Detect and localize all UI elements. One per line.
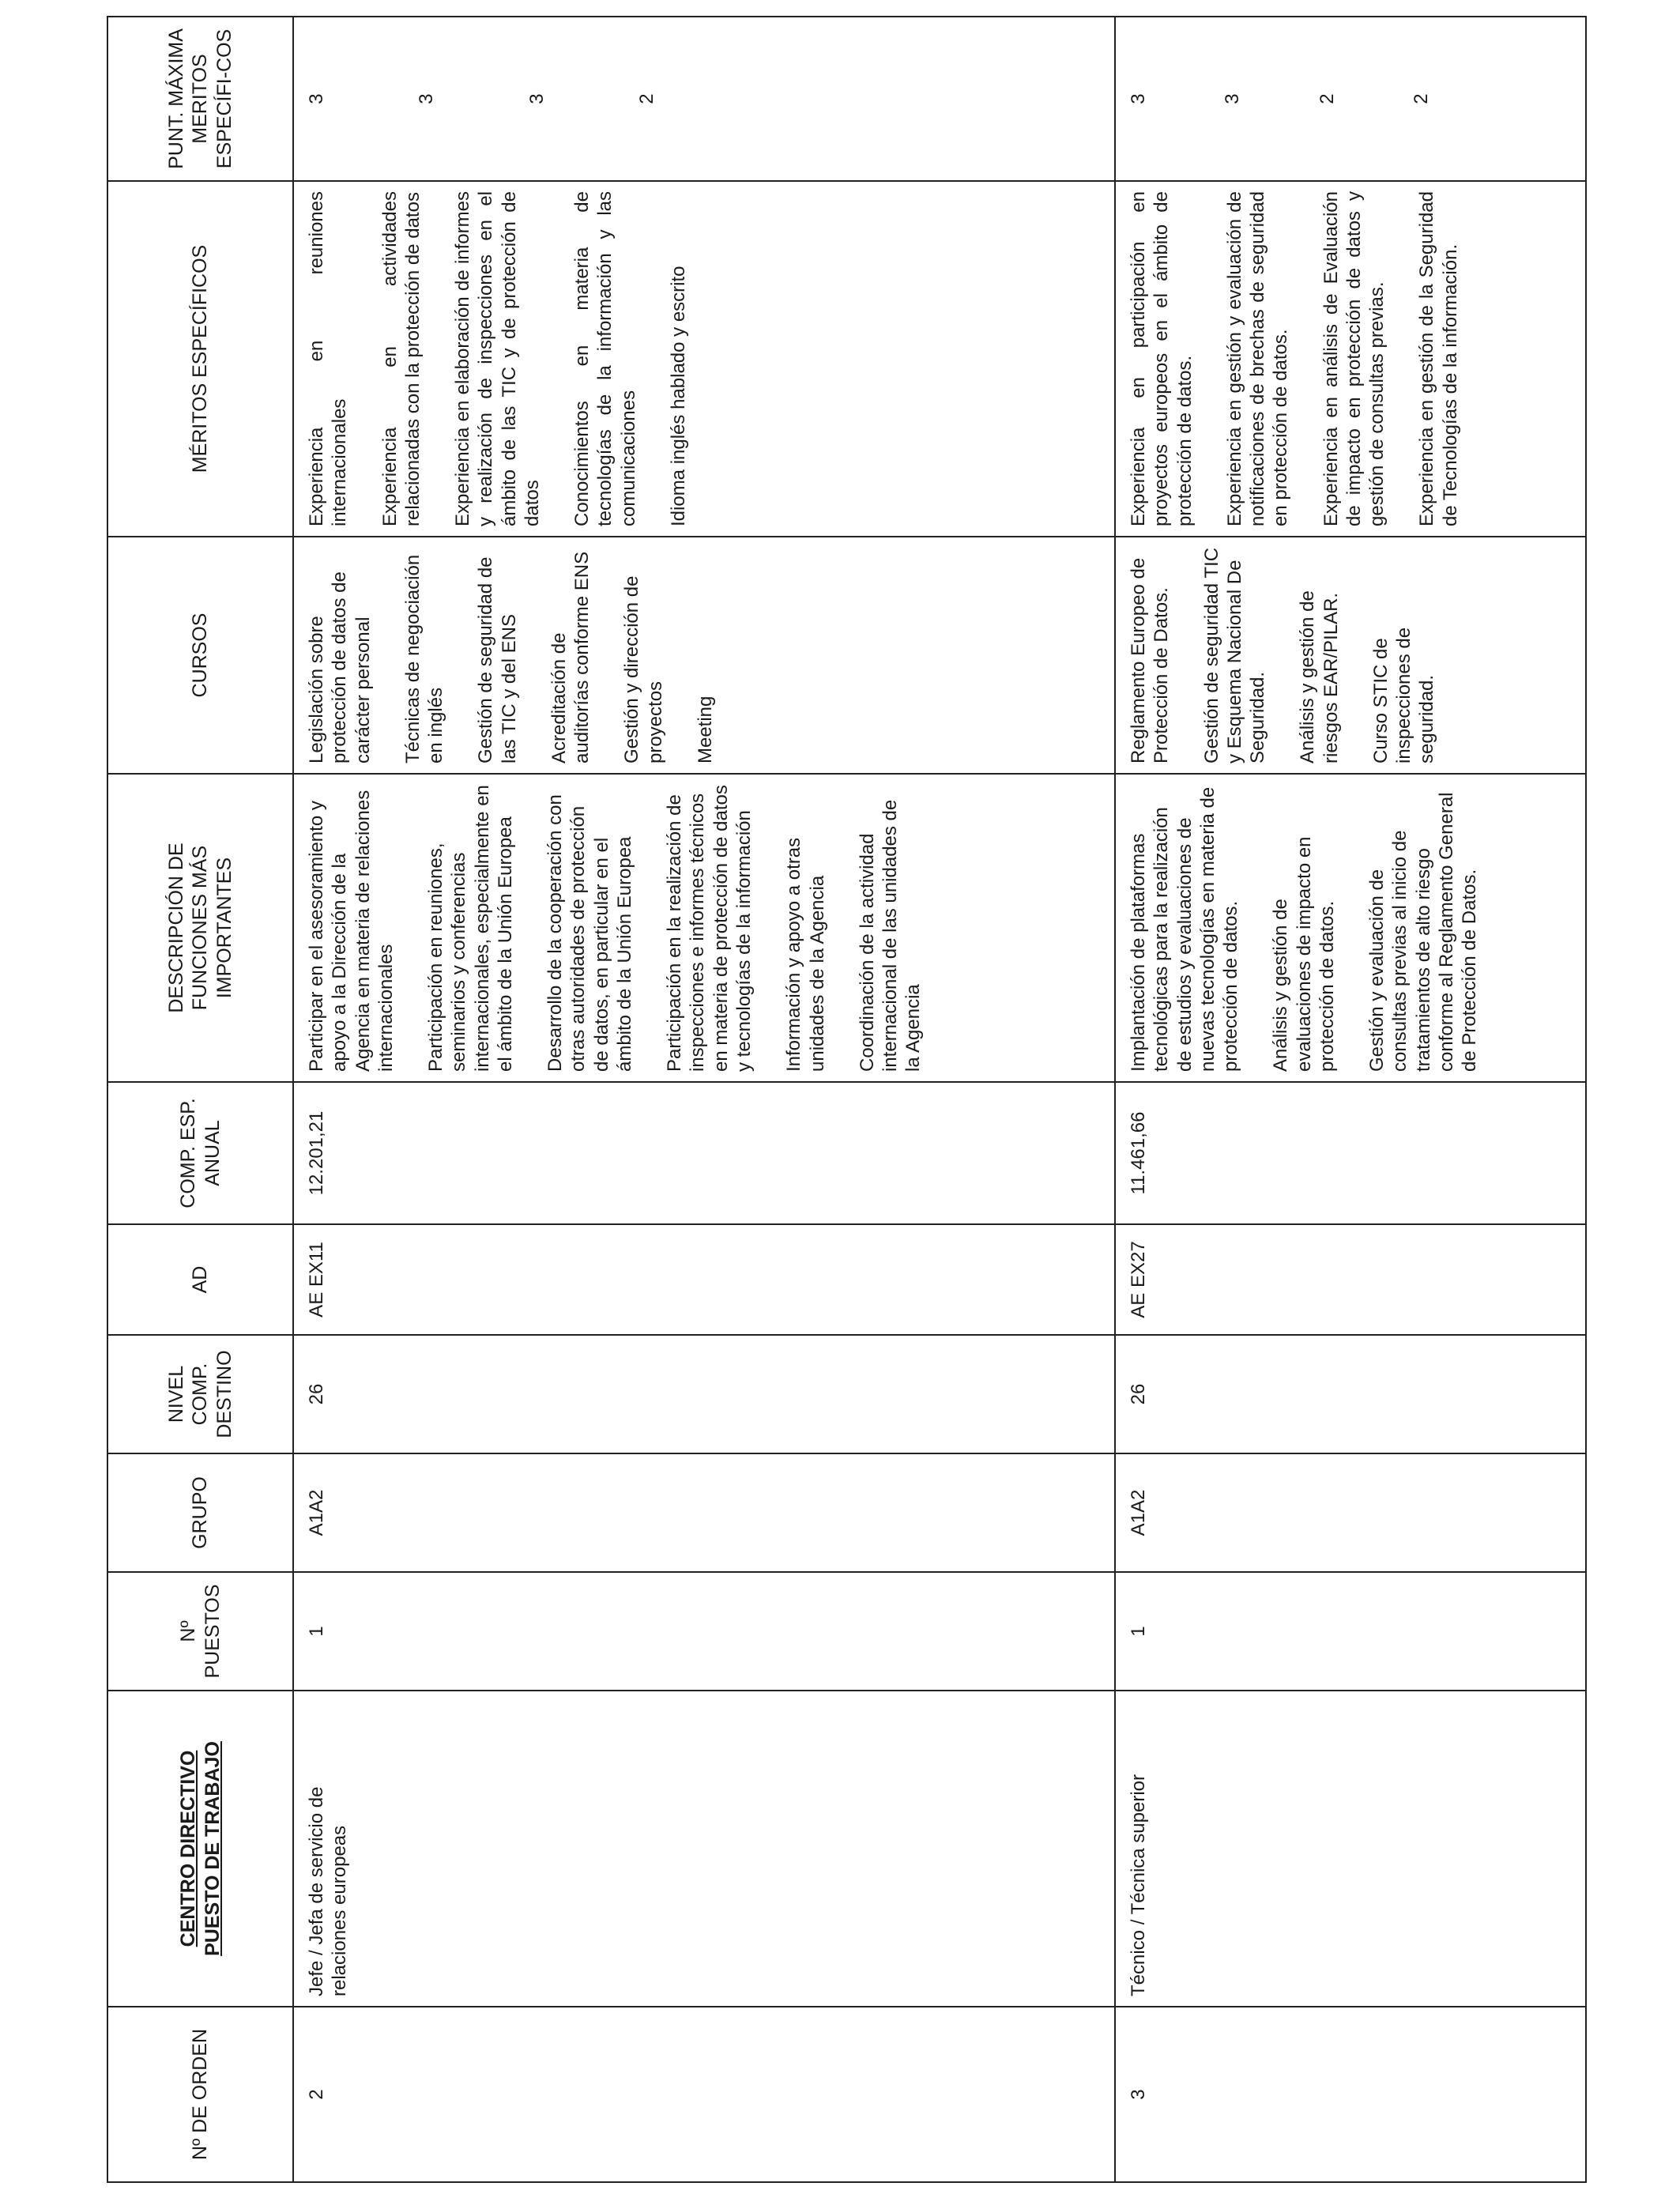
header-centro-line1: CENTRO DIRECTIVO bbox=[177, 1750, 199, 1947]
cell-ad: AE EX27 bbox=[1115, 1224, 1586, 1335]
cell-orden: 2 bbox=[293, 2007, 1115, 2182]
cell-comp: 11.461,66 bbox=[1115, 1082, 1586, 1224]
funcion-item: Análisis y gestión de evaluaciones de impacto en protección de datos. bbox=[1270, 836, 1338, 1072]
header-ad: AD bbox=[107, 1224, 293, 1335]
merito-item: Experiencia en gestión de la Seguridad de Tecnologías de la información. bbox=[1416, 191, 1461, 526]
cell-num-puestos: 1 bbox=[293, 1572, 1115, 1691]
funcion-item: Participación en reuniones, seminarios y conferencias internacionales, especialmente en el ámbito de la Unión Europea bbox=[425, 785, 516, 1072]
header-punt: PUNT. MÁXIMA MERITOS ESPECÍFI-COS bbox=[107, 17, 293, 181]
header-centro bbox=[107, 1691, 293, 2007]
funcion-item: Participación en la realización de inspecciones e informes técnicos en materia de protección de datos y tecnologías de la información bbox=[664, 785, 755, 1072]
merito-item: Experiencia en análisis de Evaluación de impacto en protección de datos y gestión de consultas previas. bbox=[1320, 191, 1388, 526]
cell-funciones bbox=[293, 774, 1115, 1082]
header-cursos: CURSOS bbox=[107, 537, 293, 774]
cell-nivel: 26 bbox=[1115, 1335, 1586, 1453]
header-grupo: GRUPO bbox=[107, 1453, 293, 1572]
punto-item: 3 bbox=[1128, 93, 1149, 104]
curso-item: Acreditación de auditorías conforme ENS bbox=[548, 551, 593, 763]
punto-item: 3 bbox=[1222, 93, 1244, 104]
cell-grupo: A1A2 bbox=[1115, 1453, 1586, 1572]
curso-item: Análisis y gestión de riesgos EAR/PILAR. bbox=[1297, 590, 1342, 763]
punto-item: 3 bbox=[416, 93, 438, 104]
curso-item: Meeting bbox=[694, 696, 716, 763]
header-meritos: MÉRITOS ESPECÍFICOS bbox=[107, 181, 293, 537]
table-row bbox=[293, 17, 1115, 2182]
cell-puesto: Jefe / Jefa de servicio de relaciones europeas bbox=[293, 1691, 1115, 2007]
cell-meritos bbox=[293, 181, 1115, 537]
table-row bbox=[1115, 17, 1586, 2182]
punto-item: 2 bbox=[1410, 93, 1432, 104]
curso-item: Gestión de seguridad de las TIC y del ENS bbox=[475, 556, 520, 763]
header-puestos: Nº PUESTOS bbox=[107, 1572, 293, 1691]
curso-item: Curso STIC de inspecciones de seguridad. bbox=[1369, 627, 1438, 763]
cell-ad: AE EX11 bbox=[293, 1224, 1115, 1335]
punto-item: 2 bbox=[1316, 93, 1338, 104]
rotated-document-page bbox=[107, 17, 1585, 2183]
funcion-item: Gestión y evaluación de consultas previas al inicio de tratamientos de alto riesgo conforme al Reglamento General de Protección de Datos. bbox=[1366, 792, 1481, 1072]
merito-item: Idioma inglés hablado y escrito bbox=[667, 266, 689, 526]
curso-item: Gestión de seguridad TIC y Esquema Nacional De Seguridad. bbox=[1200, 547, 1269, 763]
funcion-item: Participar en el asesoramiento y apoyo a la Dirección de la Agencia en materia de relaciones internacionales bbox=[306, 790, 397, 1072]
cell-funciones bbox=[1115, 774, 1586, 1082]
cell-grupo: A1A2 bbox=[293, 1453, 1115, 1572]
cell-puesto: Técnico / Técnica superior bbox=[1115, 1691, 1586, 2007]
funcion-item: Desarrollo de la cooperación con otras autoridades de protección de datos, en particular en el ámbito de la Unión Europea bbox=[544, 794, 635, 1072]
merito-item: Experiencia en participación en proyectos europeos en el ámbito de protección de datos. bbox=[1128, 191, 1196, 526]
cell-nivel: 26 bbox=[293, 1335, 1115, 1453]
curso-item: Técnicas de negociación en inglés bbox=[401, 554, 447, 763]
header-descripcion: DESCRIPCIÓN DE FUNCIONES MÁS IMPORTANTES bbox=[107, 774, 293, 1082]
curso-item: Gestión y dirección de proyectos bbox=[621, 575, 666, 763]
cell-num-puestos: 1 bbox=[1115, 1572, 1586, 1691]
merito-item: Experiencia en actividades relacionadas con la protección de datos bbox=[379, 191, 424, 526]
table-header-row bbox=[107, 17, 293, 2182]
cell-comp: 12.201,21 bbox=[293, 1082, 1115, 1224]
job-positions-table bbox=[107, 16, 1587, 2183]
curso-item: Reglamento Europeo de Protección de Datos. bbox=[1128, 557, 1173, 763]
cell-cursos bbox=[1115, 537, 1586, 774]
curso-item: Legislación sobre protección de datos de carácter personal bbox=[306, 571, 374, 763]
punto-item: 2 bbox=[635, 93, 657, 104]
merito-item: Experiencia en reuniones internacionales bbox=[306, 191, 351, 526]
cell-puntos bbox=[1115, 17, 1586, 181]
header-comp: COMP. ESP. ANUAL bbox=[107, 1082, 293, 1224]
funcion-item: Coordinación de la actividad internacional de las unidades de la Agencia bbox=[856, 799, 925, 1072]
merito-item: Experiencia en elaboración de informes y realización de inspecciones en el ámbito de las TIC y de protección de datos bbox=[452, 191, 543, 526]
cell-puntos bbox=[293, 17, 1115, 181]
funcion-item: Implantación de plataformas tecnológicas para la realización de estudios y evaluaciones de nuevas tecnologías en materia de protección de datos. bbox=[1128, 786, 1242, 1072]
header-centro-line2: PUESTO DE TRABAJO bbox=[201, 1741, 224, 1956]
punto-item: 3 bbox=[525, 93, 548, 104]
cell-orden: 3 bbox=[1115, 2007, 1586, 2182]
punto-item: 3 bbox=[306, 93, 327, 104]
merito-item: Experiencia en gestión y evaluación de notificaciones de brechas de seguridad en protección de datos. bbox=[1223, 191, 1292, 526]
cell-cursos bbox=[293, 537, 1115, 774]
header-nivel: NIVEL COMP. DESTINO bbox=[107, 1335, 293, 1453]
merito-item: Conocimientos en materia de tecnologías de la información y las comunicaciones bbox=[571, 191, 639, 526]
funcion-item: Información y apoyo a otras unidades de la Agencia bbox=[783, 837, 828, 1072]
cell-meritos bbox=[1115, 181, 1586, 537]
header-orden: Nº DE ORDEN bbox=[107, 2007, 293, 2182]
